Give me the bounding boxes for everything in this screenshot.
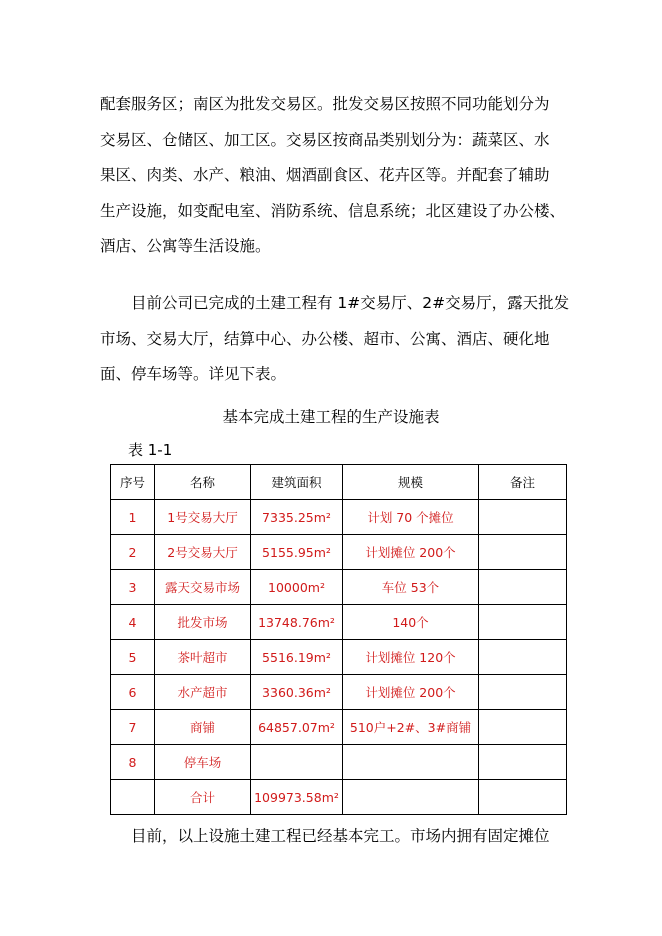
header-cell: 规模	[343, 465, 479, 500]
text-line: 面、停车场等。详见下表。	[100, 365, 287, 383]
projects-paragraph	[100, 286, 570, 393]
table-row	[111, 570, 567, 605]
table-cell	[479, 640, 567, 675]
text-line: 市场、交易大厅，结算中心、办公楼、超市、公寓、酒店、硬化地	[100, 329, 550, 348]
table-row	[111, 640, 567, 675]
header-cell: 备注	[479, 465, 567, 500]
table-cell	[479, 535, 567, 570]
table-cell	[111, 780, 155, 815]
table-cell: 510户+2#、3#商铺	[343, 710, 479, 745]
table-cell: 8	[111, 745, 155, 780]
table-cell: 计划摊位 120个	[343, 640, 479, 675]
table-row	[111, 605, 567, 640]
text-line: 果区、肉类、水产、粮油、烟酒副食区、花卉区等。并配套了辅助	[100, 166, 550, 184]
table-cell: 7335.25m²	[251, 500, 343, 535]
table-row	[111, 745, 567, 780]
text-line: 目前公司已完成的土建工程有 1#交易厅、2#交易厅，露天批发	[131, 294, 570, 312]
table-row	[111, 535, 567, 570]
table-cell: 茶叶超市	[155, 640, 251, 675]
text-line: 配套服务区；南区为批发交易区。批发交易区按照不同功能划分为	[100, 95, 550, 113]
header-cell: 建筑面积	[251, 465, 343, 500]
text-line: 目前，以上设施土建工程已经基本完工。市场内拥有固定摊位	[131, 827, 550, 845]
table-cell: 140个	[343, 605, 479, 640]
table-cell: 6	[111, 675, 155, 710]
table-row	[111, 710, 567, 745]
table-label: 表 1-1	[128, 441, 173, 459]
table-total-row	[111, 780, 567, 815]
table-cell: 1号交易大厅	[155, 500, 251, 535]
table-cell: 109973.58m²	[251, 780, 343, 815]
table-cell: 2	[111, 535, 155, 570]
table-caption: 基本完成土建工程的生产设施表	[222, 408, 440, 426]
facilities-table	[110, 464, 567, 815]
table-cell: 批发市场	[155, 605, 251, 640]
closing-paragraph	[100, 819, 570, 855]
table-cell	[479, 570, 567, 605]
table-cell: 64857.07m²	[251, 710, 343, 745]
table-cell: 1	[111, 500, 155, 535]
table-cell	[479, 745, 567, 780]
table-cell: 3	[111, 570, 155, 605]
table-row	[111, 675, 567, 710]
table-cell: 4	[111, 605, 155, 640]
table-cell: 水产超市	[155, 675, 251, 710]
table-header-row	[111, 465, 567, 500]
table-cell: 车位 53个	[343, 570, 479, 605]
table-cell	[479, 605, 567, 640]
table-cell: 13748.76m²	[251, 605, 343, 640]
table-cell: 3360.36m²	[251, 675, 343, 710]
table-cell	[479, 710, 567, 745]
table-cell: 计划 70 个摊位	[343, 500, 479, 535]
table-cell	[479, 780, 567, 815]
text-line: 交易区、仓储区、加工区。交易区按商品类别划分为：蔬菜区、水	[100, 130, 550, 149]
table-cell	[479, 500, 567, 535]
table-cell: 计划摊位 200个	[343, 535, 479, 570]
table-row	[111, 500, 567, 535]
table-cell: 停车场	[155, 745, 251, 780]
text-line: 生产设施，如变配电室、消防系统、信息系统；北区建设了办公楼、	[100, 201, 566, 220]
table-cell	[343, 745, 479, 780]
table-cell: 2号交易大厅	[155, 535, 251, 570]
table-cell	[251, 745, 343, 780]
table-cell: 7	[111, 710, 155, 745]
text-line: 酒店、公寓等生活设施。	[100, 237, 271, 255]
table-cell: 5155.95m²	[251, 535, 343, 570]
table-cell	[479, 675, 567, 710]
table-cell: 露天交易市场	[155, 570, 251, 605]
intro-paragraph	[100, 87, 570, 265]
table-cell: 计划摊位 200个	[343, 675, 479, 710]
table-cell: 商铺	[155, 710, 251, 745]
header-cell: 名称	[155, 465, 251, 500]
header-cell: 序号	[111, 465, 155, 500]
table-cell	[343, 780, 479, 815]
table-cell: 合计	[155, 780, 251, 815]
table-cell: 10000m²	[251, 570, 343, 605]
table-cell: 5	[111, 640, 155, 675]
table-cell: 5516.19m²	[251, 640, 343, 675]
